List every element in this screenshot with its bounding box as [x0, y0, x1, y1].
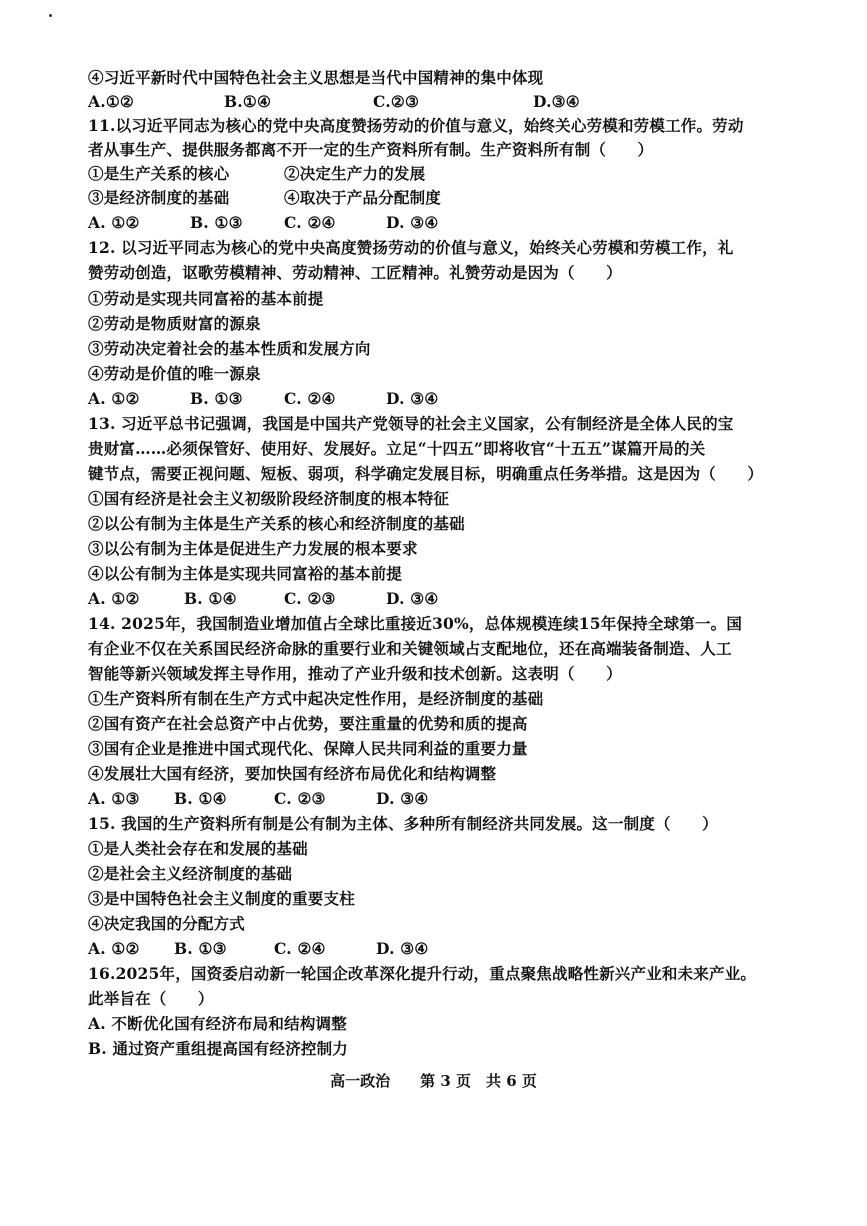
q10-item-4: ④习近平新时代中国特色社会主义思想是当代中国精神的集中体现: [88, 68, 544, 87]
q15-option-b[interactable]: B. ①③: [174, 939, 227, 958]
q13-option-d[interactable]: D. ③④: [386, 589, 439, 608]
q13-option-b[interactable]: B. ①④: [184, 589, 237, 608]
q12-option-c[interactable]: C. ②④: [284, 389, 336, 408]
q12-item-4: ④劳动是价值的唯一源泉: [88, 364, 261, 383]
q14-option-b[interactable]: B. ①④: [174, 789, 227, 808]
q15-item-3: ③是中国特色社会主义制度的重要支柱: [88, 889, 355, 908]
footer-page-info: 第 3 页 共 6 页: [420, 1072, 537, 1090]
q10-option-d[interactable]: D.③④: [533, 92, 580, 111]
q12-stem-line-2: 赞劳动创造，讴歌劳模精神、劳动精神、工匠精神。礼赞劳动是因为（ ）: [88, 263, 622, 282]
q14-item-1: ①生产资料所有制在生产方式中起决定性作用，是经济制度的基础: [88, 689, 544, 708]
q11-option-a[interactable]: A. ①②: [88, 213, 140, 232]
q11-item-3: ③是经济制度的基础: [88, 188, 230, 207]
q14-item-3: ③国有企业是推进中国式现代化、保障人民共同利益的重要力量: [88, 739, 528, 758]
q13-item-1: ①国有经济是社会主义初级阶段经济制度的根本特征: [88, 489, 450, 508]
page-footer: [0, 1070, 867, 1091]
q12-item-1: ①劳动是实现共同富裕的基本前提: [88, 289, 324, 308]
q15-option-a[interactable]: A. ①②: [88, 939, 140, 958]
q15-option-d[interactable]: D. ③④: [376, 939, 429, 958]
q15-item-4: ④决定我国的分配方式: [88, 914, 246, 933]
q15-item-1: ①是人类社会存在和发展的基础: [88, 839, 308, 858]
q14-stem-line-2: 有企业不仅在关系国民经济命脉的重要行业和关键领域占支配地位，还在高端装备制造、人工: [88, 639, 732, 658]
q16-option-a[interactable]: A. 不断优化国有经济布局和结构调整: [88, 1014, 347, 1033]
q15-option-c[interactable]: C. ②④: [274, 939, 326, 958]
q11-stem-line-2: 者从事生产、提供服务都离不开一定的生产资料所有制。生产资料所有制（ ）: [88, 140, 654, 159]
q11-item-1: ①是生产关系的核心: [88, 164, 230, 183]
q14-item-4: ④发展壮大国有经济，要加快国有经济布局优化和结构调整: [88, 764, 497, 783]
q16-option-b[interactable]: B. 通过资产重组提高国有经济控制力: [88, 1039, 348, 1058]
q15-item-2: ②是社会主义经济制度的基础: [88, 864, 293, 883]
q12-item-3: ③劳动决定着社会的基本性质和发展方向: [88, 339, 371, 358]
q12-option-a[interactable]: A. ①②: [88, 389, 140, 408]
q16-stem-line-2: 此举旨在（ ）: [88, 989, 214, 1008]
q14-item-2: ②国有资产在社会总资产中占优势，要注重量的优势和质的提高: [88, 714, 528, 733]
q13-stem-line-3: 键节点，需要正视问题、短板、弱项，科学确定发展目标，明确重点任务举措。这是因为（ ）: [88, 464, 764, 483]
q14-option-d[interactable]: D. ③④: [376, 789, 429, 808]
q10-option-b[interactable]: B.①④: [224, 92, 272, 111]
q10-option-a[interactable]: A.①②: [88, 92, 135, 111]
q10-option-c[interactable]: C.②③: [373, 92, 420, 111]
q16-stem-line-1: 16.2025年，国资委启动新一轮国企改革深化提升行动，重点聚焦战略性新兴产业和未来产业。: [88, 964, 757, 983]
q11-option-b[interactable]: B. ①③: [190, 213, 243, 232]
q13-item-4: ④以公有制为主体是实现共同富裕的基本前提: [88, 564, 403, 583]
q13-option-a[interactable]: A. ①②: [88, 589, 140, 608]
footer-subject: 高一政治: [330, 1072, 391, 1090]
q15-stem-line-1: 15. 我国的生产资料所有制是公有制为主体、多种所有制经济共同发展。这一制度（ ）: [88, 814, 718, 833]
q12-option-b[interactable]: B. ①③: [190, 389, 243, 408]
q14-stem-line-1: 14. 2025年，我国制造业增加值占全球比重接近30%，总体规模连续15年保持全球第一。国: [88, 614, 743, 633]
scan-speck: [49, 14, 52, 17]
q13-stem-line-1: 13. 习近平总书记强调，我国是中国共产党领导的社会主义国家，公有制经济是全体人民的宝: [88, 414, 734, 433]
q11-item-4: ④取决于产品分配制度: [284, 188, 442, 207]
q13-option-c[interactable]: C. ②③: [284, 589, 336, 608]
q11-stem-line-1: 11.以习近平同志为核心的党中央高度赞扬劳动的价值与意义，始终关心劳模和劳模工作。劳动: [88, 116, 744, 135]
q12-item-2: ②劳动是物质财富的源泉: [88, 314, 261, 333]
q14-option-c[interactable]: C. ②③: [274, 789, 326, 808]
q14-stem-line-3: 智能等新兴领域发挥主导作用，推动了产业升级和技术创新。这表明（ ）: [88, 664, 622, 683]
q11-item-2: ②决定生产力的发展: [284, 164, 426, 183]
q11-option-c[interactable]: C. ②④: [284, 213, 336, 232]
q11-option-d[interactable]: D. ③④: [386, 213, 439, 232]
q14-option-a[interactable]: A. ①③: [88, 789, 140, 808]
q13-item-2: ②以公有制为主体是生产关系的核心和经济制度的基础: [88, 514, 465, 533]
q13-stem-line-2: 贵财富……必须保管好、使用好、发展好。立足“十四五”即将收官“十五五”谋篇开局的关: [88, 439, 706, 458]
q12-option-d[interactable]: D. ③④: [386, 389, 439, 408]
q12-stem-line-1: 12. 以习近平同志为核心的党中央高度赞扬劳动的价值与意义，始终关心劳模和劳模工作，礼: [88, 238, 734, 257]
q13-item-3: ③以公有制为主体是促进生产力发展的根本要求: [88, 539, 418, 558]
